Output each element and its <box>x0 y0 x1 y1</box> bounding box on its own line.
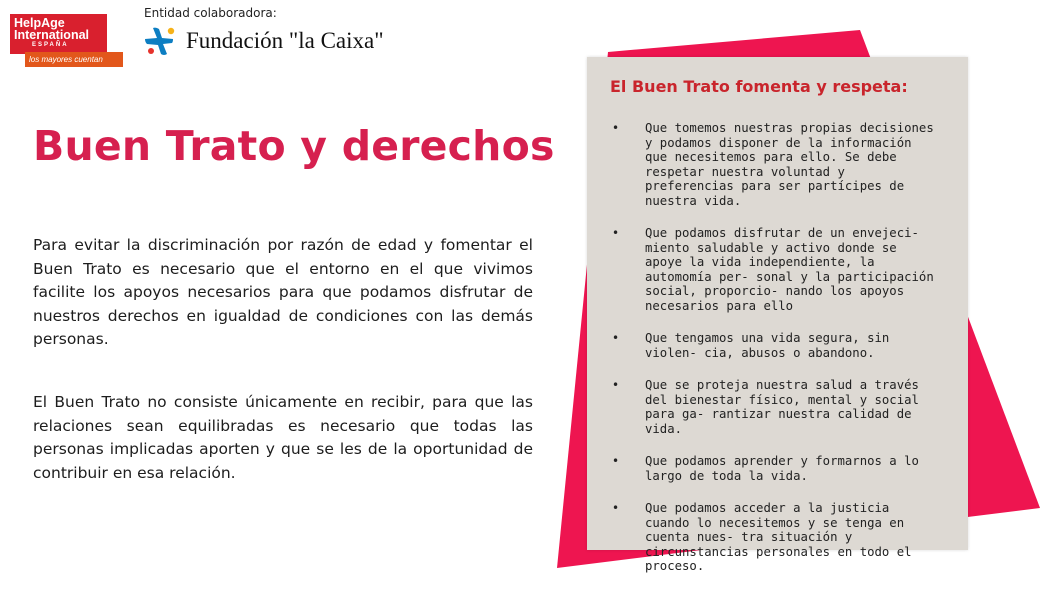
bullet: • <box>612 226 620 240</box>
list-item <box>609 121 939 208</box>
bullet: • <box>612 454 620 468</box>
list-item <box>609 378 939 436</box>
colab-label: Entidad colaboradora: <box>144 6 277 20</box>
list-item-text: Que tengamos una vida segura, sin violen- cia, abusos o abandono. <box>645 331 890 360</box>
info-panel <box>587 57 968 573</box>
bullet: • <box>612 378 620 392</box>
rights-list <box>609 121 939 592</box>
list-item-text: Que podamos acceder a la justicia cuando lo necesitemos y se tenga en cuenta nues- tra situación y circunstancias personales en todo el proceso. <box>645 501 912 573</box>
bullet: • <box>612 121 620 135</box>
list-item <box>609 226 939 313</box>
list-item-text: Que se proteja nuestra salud a través del bienestar físico, mental y social para ga- rantizar nuestra calidad de vida. <box>645 378 919 436</box>
bullet: • <box>612 501 620 515</box>
list-item <box>609 454 939 483</box>
logo-line2: International <box>14 28 90 42</box>
list-item-text: Que podamos disfrutar de un envejeci- miento saludable y activo donde se apoye la vida independiente, la automomía per- sonal y la participación social, proporcio- nando los apoyos necesarios para ello <box>645 226 934 313</box>
page-title: Buen Trato y derechos <box>33 122 555 170</box>
logo-tagline: los mayores cuentan <box>25 52 123 67</box>
list-item-text: Que tomemos nuestras propias decisiones y podamos disponer de la información que necesitemos para ello. Se debe respetar nuestra voluntad y preferencias para ser partícipes de nuestra vida. <box>645 121 934 208</box>
logo-line1: HelpAge <box>14 16 65 30</box>
list-item <box>609 331 939 360</box>
bullet: • <box>612 331 620 345</box>
list-item-text: Que podamos aprender y formarnos a lo largo de toda la vida. <box>645 454 919 483</box>
panel-title: El Buen Trato fomenta y respeta: <box>610 77 908 96</box>
star-icon <box>143 25 179 57</box>
fundacion-name: Fundación "la Caixa" <box>186 28 384 53</box>
list-item <box>609 501 939 574</box>
logo-line3: ESPAÑA <box>32 42 69 48</box>
paragraph-2: El Buen Trato no consiste únicamente en recibir, para que las relaciones sean equilibradas es necesario que todas las personas implicadas aporten y que se les de la oportunidad de contribuir en esa relación. <box>33 393 533 482</box>
helpage-logo <box>10 14 113 66</box>
paragraph-1: Para evitar la discriminación por razón de edad y fomentar el Buen Trato es necesario que el entorno en el que vivimos facilite los apoyos necesarios para que podamos disfrutar de nuestros derechos en igualdad de condiciones con las demás personas. <box>33 236 533 348</box>
